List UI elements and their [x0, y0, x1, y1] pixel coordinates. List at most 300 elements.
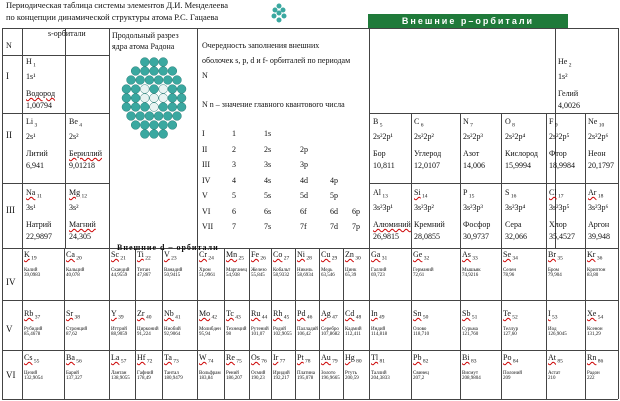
proton-ball — [140, 130, 149, 139]
order-n: 4 — [232, 175, 236, 185]
element-symbol: C $_6$ — [414, 117, 424, 129]
element-mass: 58,9332 — [273, 273, 290, 279]
grid-line — [546, 248, 547, 399]
order-orbital: 2p — [300, 144, 308, 154]
element-symbol: N $_7$ — [463, 117, 473, 129]
proton-ball — [177, 103, 186, 112]
element-cell-y — [111, 309, 127, 338]
element-text: 3s²3p⁴ — [505, 202, 526, 212]
element-symbol: V $_{23}$ — [164, 250, 177, 262]
element-cell-ir — [273, 353, 290, 382]
proton-ball — [150, 130, 159, 139]
element-text: 28,0855 — [414, 232, 440, 242]
proton-ball — [140, 103, 149, 112]
order-period: V — [202, 191, 208, 200]
element-name: Сурьма — [462, 326, 478, 332]
element-cell-si — [414, 188, 445, 241]
element-name: Висмут — [462, 370, 479, 376]
element-symbol: Rb $_{37}$ — [24, 309, 41, 321]
element-name: Свинец — [413, 370, 429, 376]
element-cell-os — [251, 353, 267, 382]
proton-ball — [150, 85, 159, 94]
element-text: 3s²3p⁵ — [549, 202, 570, 212]
proton-ball — [140, 58, 149, 67]
element-mass: 195,078 — [297, 376, 314, 382]
element-symbol: Ni $_{28}$ — [297, 250, 312, 262]
element-symbol: Be $_4$ — [69, 117, 83, 129]
element-symbol: Sc $_{21}$ — [111, 250, 126, 262]
element-text: Кремний — [414, 220, 445, 230]
element-mass: 121,760 — [462, 332, 479, 338]
grid-line — [224, 248, 225, 399]
grid-line — [411, 113, 412, 248]
grid-line — [343, 248, 344, 399]
element-mass: 183,84 — [199, 376, 213, 382]
element-mass: 118,710 — [413, 332, 430, 338]
element-mass: 112,411 — [345, 332, 361, 338]
order-n: 1 — [232, 129, 236, 138]
element-name: Серебро — [321, 326, 339, 332]
element-mass: 87,62 — [66, 332, 78, 338]
element-text: Сера — [505, 220, 522, 230]
element-text: 6,941 — [26, 161, 44, 171]
s-orbitals-label: s-орбитали — [48, 29, 86, 38]
element-cell-in — [371, 309, 387, 338]
grid-line — [411, 248, 412, 399]
element-symbol: Cu $_{29}$ — [321, 250, 338, 262]
element-cell-cd — [345, 309, 362, 338]
element-symbol: At $_{85}$ — [548, 353, 563, 365]
grid-line — [2, 28, 3, 399]
element-name: Хром — [199, 267, 211, 273]
grid-line — [271, 248, 272, 399]
element-mass: 131,29 — [587, 332, 601, 338]
proton-ball — [163, 76, 172, 85]
grid-line — [501, 248, 502, 399]
element-cell-fe — [251, 250, 267, 279]
element-name: Ванадий — [164, 267, 183, 273]
element-cell-v — [164, 250, 182, 279]
grid-line — [369, 113, 618, 114]
element-text: 30,9737 — [463, 232, 489, 242]
order-period: III — [202, 160, 210, 169]
element-name: Кальций — [66, 267, 85, 273]
element-name: Галлий — [371, 267, 387, 273]
element-symbol: S $_{16}$ — [505, 188, 517, 200]
element-text: Водород — [26, 89, 56, 99]
order-orbital: 3p — [300, 160, 308, 169]
grid-line — [319, 248, 320, 399]
element-text: 3s¹ — [26, 202, 36, 212]
element-symbol: Te $_{52}$ — [503, 309, 518, 321]
element-text: Азот — [463, 149, 480, 159]
element-cell-au — [321, 353, 340, 382]
element-text: 2s²2p¹ — [373, 131, 393, 141]
element-cell-zn — [345, 250, 361, 279]
grid-line — [2, 399, 618, 400]
element-text: 18,9984 — [549, 161, 575, 171]
element-name: Ксенон — [587, 326, 603, 332]
element-symbol: Cl $_{17}$ — [549, 188, 564, 200]
order-orbital: 7f — [300, 222, 307, 231]
element-cell-re — [226, 353, 242, 382]
grid-line — [2, 28, 618, 29]
grid-line — [501, 113, 502, 248]
element-name: Рутений — [251, 326, 269, 332]
order-note: N n – значение главного квантового числа — [202, 100, 345, 109]
element-symbol: Ti $_{22}$ — [137, 250, 151, 262]
element-name: Молибден — [199, 326, 221, 332]
order-n: 7 — [232, 222, 236, 231]
neutron-ball — [140, 85, 149, 94]
element-mass: 72,61 — [413, 273, 425, 279]
element-text: Натрий — [26, 220, 52, 230]
element-text: 3s²3p³ — [463, 202, 483, 212]
n-header: N — [6, 41, 12, 50]
element-symbol: Co $_{27}$ — [273, 250, 290, 262]
order-orbital: 6f — [300, 206, 307, 216]
atom-logo-icon — [268, 2, 290, 24]
element-mass: 200,59 — [345, 376, 359, 382]
element-symbol: Na $_{11}$ — [26, 188, 42, 200]
order-period: IV — [202, 175, 211, 185]
element-cell-cr — [199, 250, 215, 279]
order-title-2: оболочек s, p, d и f- орбиталей по периодам — [202, 56, 351, 65]
element-symbol: Nb $_{41}$ — [164, 309, 181, 321]
element-mass: 107,8682 — [321, 332, 340, 338]
element-symbol: La $_{57}$ — [111, 353, 127, 365]
element-mass: 51,9961 — [199, 273, 216, 279]
element-cell-po — [503, 353, 522, 382]
element-name: Цинк — [345, 267, 357, 273]
grid-line — [295, 248, 296, 399]
element-symbol: In $_{49}$ — [371, 309, 385, 321]
element-text: Магний — [69, 220, 96, 230]
element-cell-zr — [137, 309, 159, 338]
element-name: Осмий — [251, 370, 266, 376]
element-cell-li — [26, 117, 48, 170]
element-mass: 210 — [548, 376, 556, 382]
element-text: 4,0026 — [558, 101, 580, 111]
order-period: I — [202, 129, 205, 138]
element-name: Цирконий — [137, 326, 159, 332]
order-orbital: 7s — [264, 222, 272, 231]
element-cell-ar — [588, 188, 610, 241]
element-cell-o — [505, 117, 538, 170]
element-text: 3s² — [69, 202, 79, 212]
element-mass: 69,723 — [371, 273, 385, 279]
element-name: Иод — [548, 326, 557, 332]
element-text: 2s²2p⁵ — [549, 131, 570, 141]
header-line-1: Периодическая таблица системы элементов Д.И. Менделеева — [6, 0, 229, 10]
element-text: 1s¹ — [26, 71, 36, 81]
element-cell-ge — [413, 250, 434, 279]
element-name: Таллий — [371, 370, 387, 376]
element-text: Литий — [26, 149, 48, 159]
element-cell-al — [373, 188, 411, 241]
element-symbol: Kr $_{36}$ — [587, 250, 603, 262]
proton-ball — [159, 103, 168, 112]
outer-p-orbitals-banner: Внешние p–орбитали — [368, 14, 568, 28]
element-symbol: Cr $_{24}$ — [199, 250, 214, 262]
order-orbital: 4d — [300, 175, 308, 185]
element-mass: 132,9054 — [24, 376, 43, 382]
proton-ball — [159, 58, 168, 67]
order-period: II — [202, 144, 208, 154]
grid-line — [109, 28, 110, 248]
element-cell-sc — [111, 250, 129, 279]
element-text: 10,811 — [373, 161, 395, 171]
element-symbol: Ne $_{10}$ — [588, 117, 605, 129]
element-symbol: Tc $_{43}$ — [226, 309, 241, 321]
element-symbol: K $_{19}$ — [24, 250, 37, 262]
element-cell-ba — [66, 353, 82, 382]
element-cell-bi — [462, 353, 481, 382]
element-cell-cs — [24, 353, 43, 382]
element-cell-tl — [371, 353, 390, 382]
element-text: 2s²2p³ — [463, 131, 483, 141]
element-mass: 137,327 — [66, 376, 83, 382]
element-name: Иридий — [273, 370, 290, 376]
element-mass: 74,9216 — [462, 273, 479, 279]
grid-line — [585, 113, 586, 248]
element-symbol: Li $_3$ — [26, 117, 38, 129]
element-symbol: Pt $_{78}$ — [297, 353, 311, 365]
element-cell-tc — [226, 309, 246, 338]
element-mass: 47,867 — [137, 273, 151, 279]
grid-line — [2, 113, 109, 114]
grid-line — [369, 248, 370, 399]
element-symbol: Si $_{14}$ — [414, 188, 428, 200]
element-symbol: W $_{74}$ — [199, 353, 214, 365]
element-text: 1,00794 — [26, 101, 52, 111]
element-cell-ru — [251, 309, 269, 338]
element-symbol: Y $_{39}$ — [111, 309, 124, 321]
element-mass: 79,904 — [548, 273, 562, 279]
order-n: 3 — [232, 160, 236, 169]
element-cell-w — [199, 353, 221, 382]
grid-line — [135, 248, 136, 399]
element-name: Индий — [371, 326, 386, 332]
element-text: Бериллий — [69, 149, 102, 159]
element-cell-p — [463, 188, 490, 241]
element-cell-n — [463, 117, 485, 170]
element-symbol: Ga $_{31}$ — [371, 250, 388, 262]
element-text: 22,9897 — [26, 232, 52, 242]
header-line-2: по концепции динамической структуры атома Р.С. Гацаева — [6, 12, 219, 22]
element-cell-sn — [413, 309, 429, 338]
element-cell-sr — [66, 309, 87, 338]
element-mass: 178,49 — [137, 376, 151, 382]
neutron-ball — [140, 94, 149, 103]
element-mass: 40,078 — [66, 273, 80, 279]
order-n: 5 — [232, 191, 236, 200]
element-name: Скандий — [111, 267, 130, 273]
element-cell-f — [549, 117, 575, 170]
proton-ball — [122, 103, 131, 112]
element-cell-s — [505, 188, 527, 241]
element-name: Никель — [297, 267, 313, 273]
element-symbol: Pb $_{82}$ — [413, 353, 429, 365]
proton-ball — [136, 112, 145, 121]
element-cell-rn — [587, 353, 603, 382]
grid-line — [546, 113, 547, 248]
element-text: 2s²2p⁶ — [588, 131, 609, 141]
element-symbol: Tl $_{81}$ — [371, 353, 385, 365]
proton-ball — [122, 94, 131, 103]
grid-line — [2, 55, 109, 56]
element-cell-pt — [297, 353, 315, 382]
element-symbol: Cs $_{55}$ — [24, 353, 40, 365]
element-symbol: Ir $_{77}$ — [273, 353, 286, 365]
grid-line — [369, 183, 618, 184]
proton-ball — [127, 76, 136, 85]
order-orbital: 6p — [352, 206, 360, 216]
element-cell-sb — [462, 309, 478, 338]
order-period: VII — [202, 222, 214, 231]
element-text: 14,006 — [463, 161, 485, 171]
element-symbol: Ba $_{56}$ — [66, 353, 82, 365]
element-cell-k — [24, 250, 40, 279]
element-cell-co — [273, 250, 290, 279]
element-text: 35,4527 — [549, 232, 575, 242]
element-cell-cl — [549, 188, 575, 241]
proton-ball — [159, 130, 168, 139]
element-text: 32,066 — [505, 232, 527, 242]
order-period: VI — [202, 206, 211, 216]
element-symbol: P $_{15}$ — [463, 188, 475, 200]
element-symbol: Os $_{76}$ — [251, 353, 267, 365]
order-orbital: 5d — [300, 191, 308, 200]
element-text: 3s²3p² — [414, 202, 434, 212]
element-mass: 180,9479 — [164, 376, 183, 382]
element-symbol: Rn $_{86}$ — [587, 353, 604, 365]
element-mass: 138,9055 — [111, 376, 130, 382]
element-mass: 85,4678 — [24, 332, 41, 338]
grid-line — [2, 350, 618, 351]
element-mass: 55,845 — [251, 273, 265, 279]
element-name: Селен — [503, 267, 517, 273]
element-text: Хлор — [549, 220, 567, 230]
proton-ball — [168, 121, 177, 130]
element-name: Родий — [273, 326, 286, 332]
element-text: Алюминий — [373, 220, 411, 230]
element-name: Кадмий — [345, 326, 362, 332]
proton-ball — [122, 85, 131, 94]
element-text: 2s²2p² — [414, 131, 434, 141]
element-text: Фосфор — [463, 220, 491, 230]
element-mass: 63,546 — [321, 273, 335, 279]
element-cell-rh — [273, 309, 292, 338]
element-mass: 92,9064 — [164, 332, 181, 338]
element-symbol: Pd $_{46}$ — [297, 309, 313, 321]
element-name: Криптон — [587, 267, 606, 273]
element-text: 15,9994 — [505, 161, 531, 171]
proton-ball — [136, 76, 145, 85]
element-cell-hf — [137, 353, 153, 382]
grid-line — [249, 248, 250, 399]
element-symbol: Fe $_{26}$ — [251, 250, 266, 262]
element-symbol: Rh $_{45}$ — [273, 309, 290, 321]
element-cell-pd — [297, 309, 318, 338]
element-name: Цезий — [24, 370, 38, 376]
element-cell-ta — [164, 353, 183, 382]
section-title: Продольный разрез ядра атома Радона — [112, 31, 179, 51]
grid-line — [2, 248, 618, 249]
element-name: Технеций — [226, 326, 247, 332]
period-ii: II — [6, 130, 12, 140]
element-symbol: As $_{33}$ — [462, 250, 478, 262]
element-mass: 190,23 — [251, 376, 265, 382]
element-text: 3s²3p⁶ — [588, 202, 609, 212]
element-name: Ртуть — [345, 370, 357, 376]
element-text: 24,305 — [69, 232, 91, 242]
element-cell-b — [373, 117, 395, 170]
element-mass: 192,217 — [273, 376, 290, 382]
element-symbol: Ca $_{20}$ — [66, 250, 82, 262]
element-name: Рубидий — [24, 326, 43, 332]
order-orbital: 2s — [264, 144, 272, 154]
element-text: 20,1797 — [588, 161, 614, 171]
grid-line — [460, 113, 461, 248]
element-name: Платина — [297, 370, 315, 376]
period-vi: VI — [6, 370, 16, 380]
element-cell-mo — [199, 309, 221, 338]
element-name: Германий — [413, 267, 434, 273]
element-name: Лантан — [111, 370, 127, 376]
element-text: Фтор — [549, 149, 567, 159]
element-symbol: O $_8$ — [505, 117, 515, 129]
element-name: Иттрий — [111, 326, 127, 332]
element-name: Астат — [548, 370, 561, 376]
proton-ball — [150, 58, 159, 67]
element-text: 39,948 — [588, 232, 610, 242]
element-cell-he — [558, 57, 580, 110]
proton-ball — [177, 85, 186, 94]
neutron-ball — [159, 94, 168, 103]
element-name: Полоний — [503, 370, 523, 376]
proton-ball — [140, 67, 149, 76]
proton-ball — [140, 121, 149, 130]
element-name: Радон — [587, 370, 600, 376]
neutron-ball — [159, 85, 168, 94]
element-symbol: Zr $_{40}$ — [137, 309, 152, 321]
grid-line — [2, 300, 618, 301]
element-name: Стронций — [66, 326, 88, 332]
proton-ball — [150, 121, 159, 130]
proton-ball — [131, 103, 140, 112]
element-cell-nb — [164, 309, 181, 338]
element-name: Гафний — [137, 370, 154, 376]
proton-ball — [163, 112, 172, 121]
element-symbol: Zn $_{30}$ — [345, 250, 361, 262]
neutron-ball — [150, 94, 159, 103]
element-text: 2s² — [69, 131, 79, 141]
element-cell-pb — [413, 353, 429, 382]
element-text: 2s²2p⁴ — [505, 131, 526, 141]
period-iii: III — [6, 205, 15, 215]
grid-line — [197, 28, 198, 248]
element-text: Кислород — [505, 149, 538, 159]
element-symbol: Sn $_{50}$ — [413, 309, 429, 321]
element-name: Тантал — [164, 370, 179, 376]
element-cell-ca — [66, 250, 84, 279]
order-orbital: 7p — [352, 222, 360, 231]
element-mass: 127,60 — [503, 332, 517, 338]
element-mass: 39,0983 — [24, 273, 41, 279]
element-symbol: Ag $_{47}$ — [321, 309, 338, 321]
proton-ball — [168, 85, 177, 94]
